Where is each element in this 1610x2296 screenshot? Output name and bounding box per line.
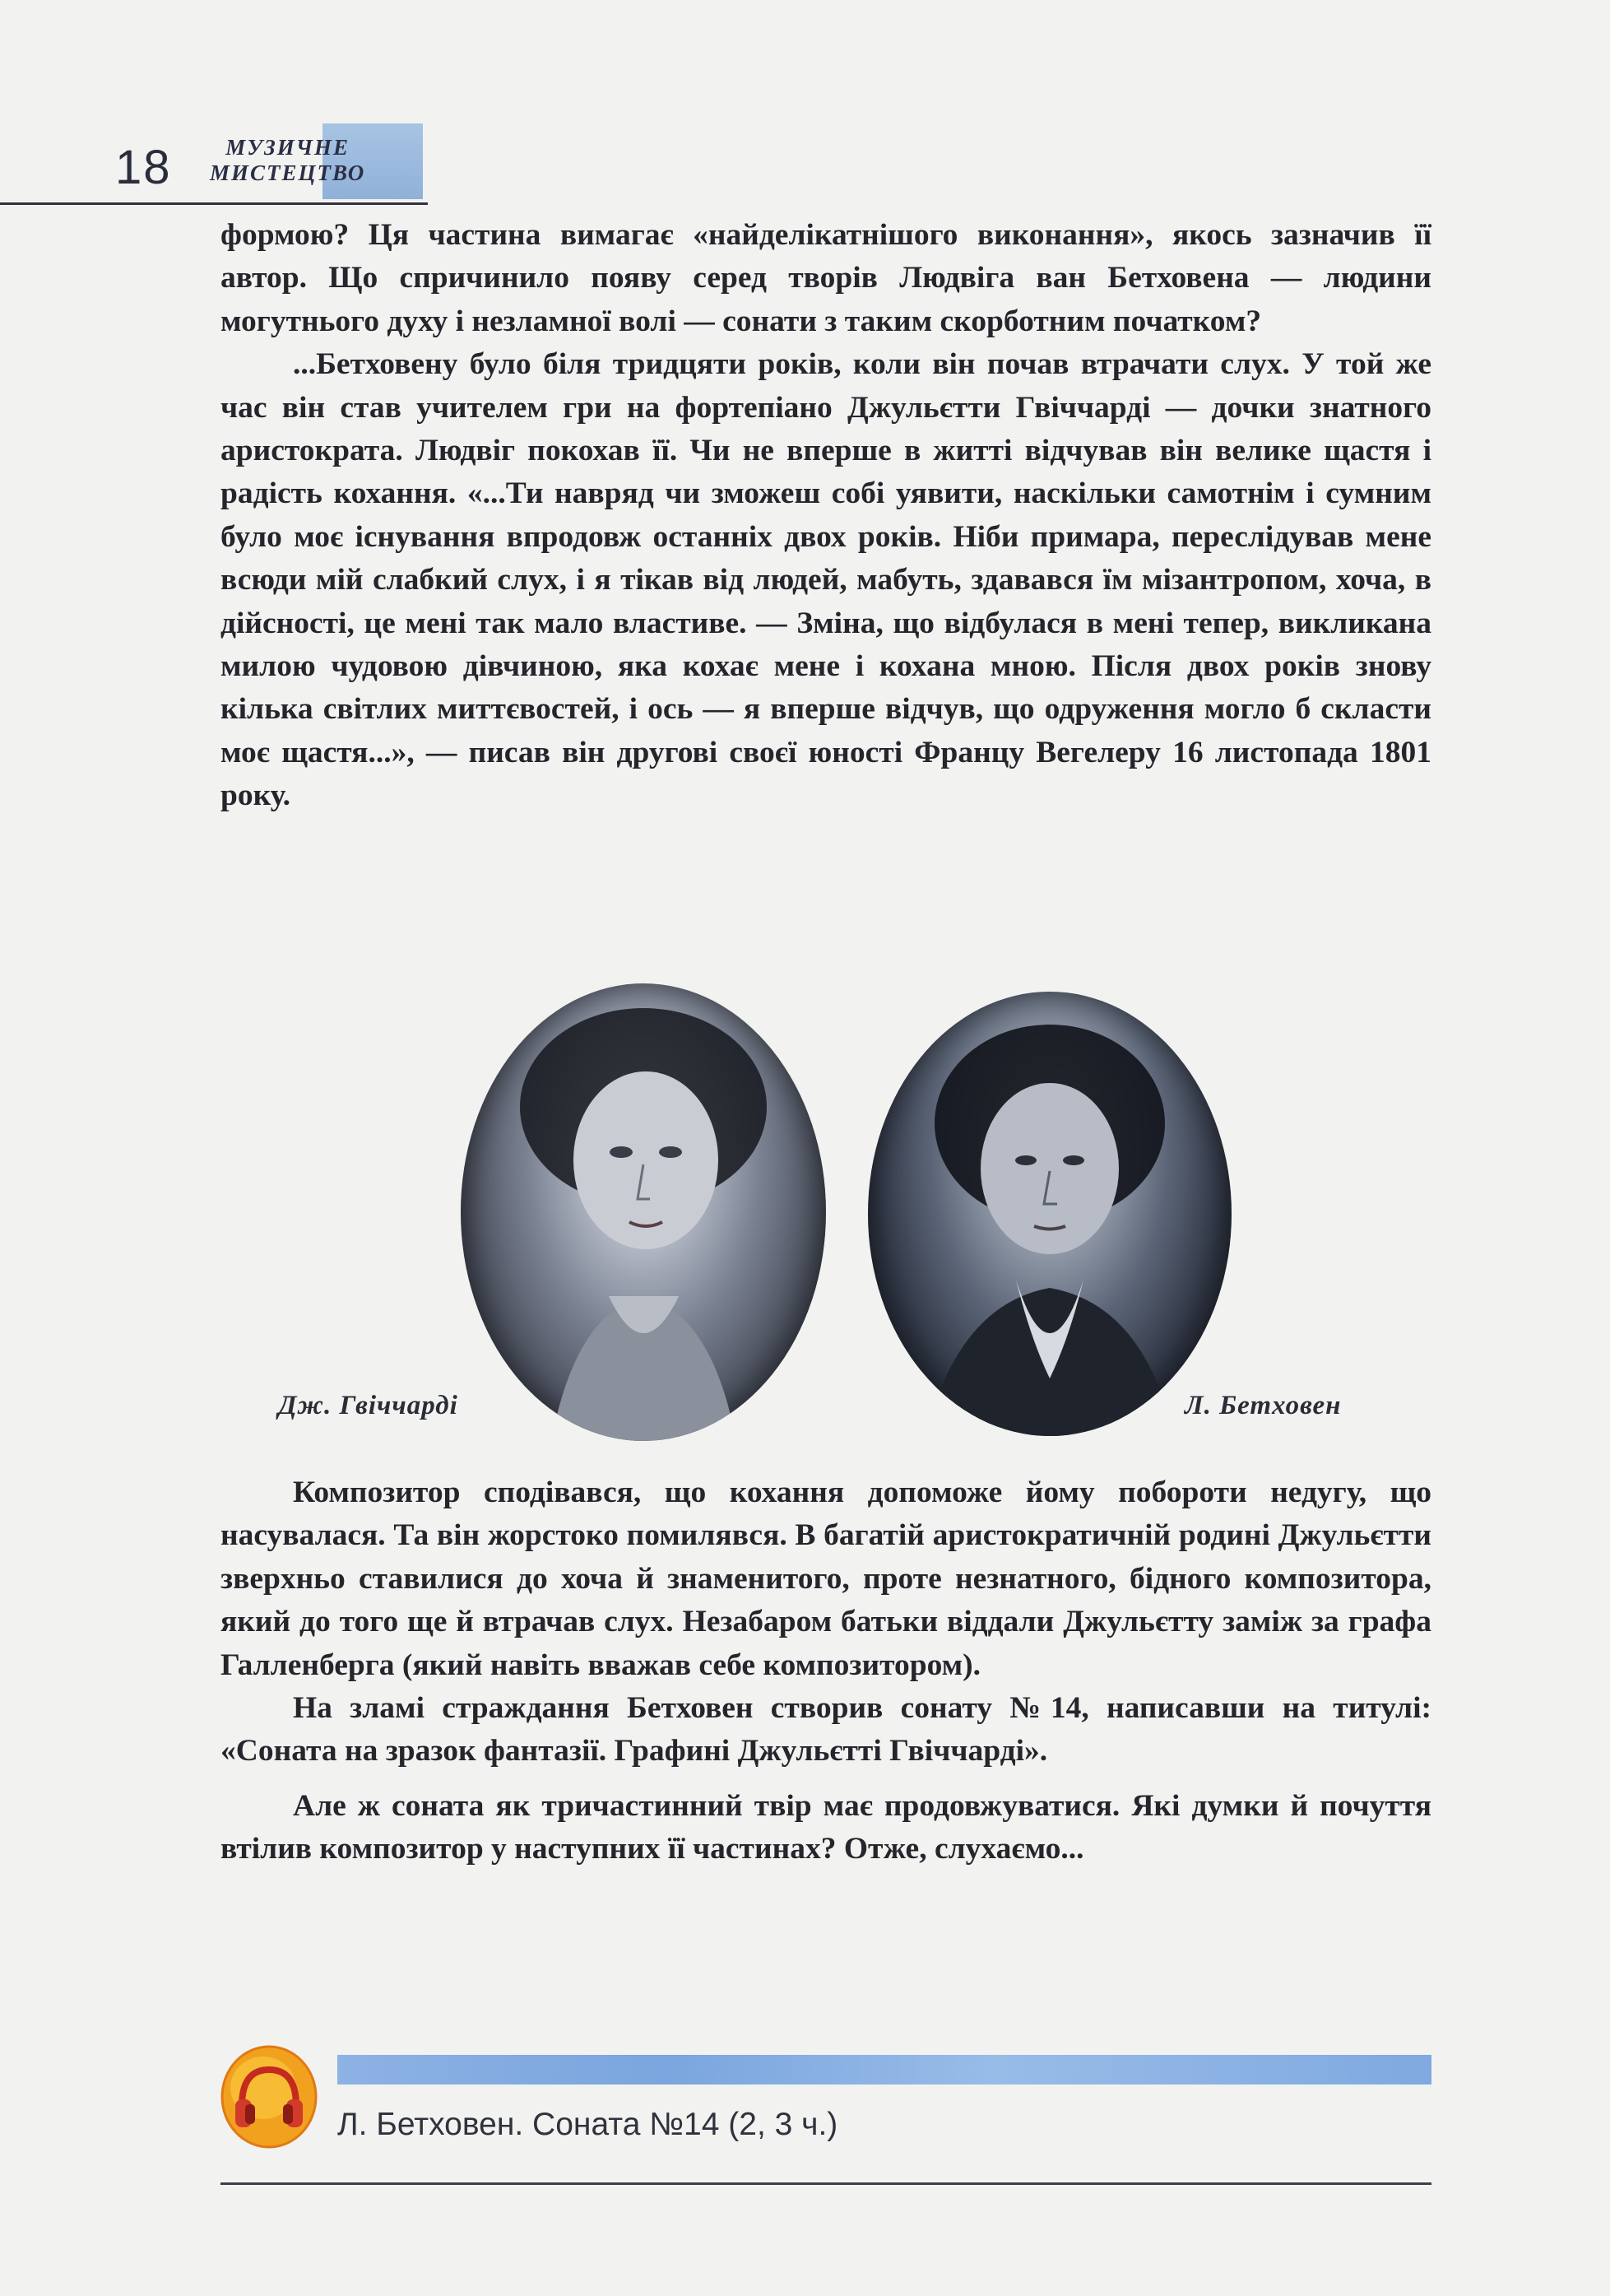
section-title bbox=[210, 135, 365, 186]
paragraph-4: На зламі страждання Бетховен створив сонату №14, написавши на титулі: «Соната на зразок фантазії. Графині Джульєтті Гвіччарді». bbox=[220, 1691, 1431, 1768]
caption-beethoven: Л. Бетховен bbox=[1185, 1391, 1342, 1420]
header-rule bbox=[0, 202, 428, 205]
paragraph-1-bold: Людвіга ван Бетховена bbox=[899, 261, 1250, 295]
caption-guicciardi: Дж. Гвіччарді bbox=[278, 1391, 458, 1420]
paragraph-5: Але ж соната як тричастинний твір має продовжуватися. Які думки й почуття втілив композитор у наступних її частинах? Отже, слухаємо... bbox=[220, 1788, 1431, 1866]
body-text-bottom bbox=[220, 1471, 1431, 1871]
listening-text: Л. Бетховен. Соната №14 (2, 3 ч.) bbox=[337, 2107, 838, 2142]
page-number: 18 bbox=[115, 141, 172, 194]
bottom-rule bbox=[220, 2182, 1431, 2185]
headphones-icon bbox=[220, 2045, 318, 2149]
paragraph-1-part-a: формою? Ця частина вимагає «найделікатнішого виконання», якось зазначив її автор. Що спричинило появу серед творів bbox=[220, 218, 1431, 295]
section-title-line1: МУЗИЧНЕ bbox=[225, 135, 350, 160]
section-title-line2: МИСТЕЦТВО bbox=[210, 160, 366, 185]
paragraph-1-part-b: — людини могутнього духу і незламної волі — сонати з таким скорботним початком? bbox=[220, 261, 1431, 338]
paragraph-1 bbox=[220, 214, 1431, 343]
portrait-beethoven bbox=[868, 992, 1232, 1436]
paragraph-3: Композитор сподівався, що кохання допоможе йому побороти недугу, що насувалася. Та він жорстоко помилявся. В багатій аристократичній родині Джульєтти зверхньо ставилися до хоча й знаменитого, проте незнатного, бідного композитора, який до того ще й втрачав слух. Незабаром батьки віддали Джульєтту заміж за графа Галленберга (який навіть вважав себе композитором). bbox=[220, 1476, 1431, 1682]
portrait-guicciardi bbox=[461, 983, 826, 1441]
body-text-top bbox=[220, 214, 1431, 818]
page-header bbox=[0, 123, 1610, 206]
paragraph-2: ...Бетховену було біля тридцяти років, коли він почав втрачати слух. У той же час він став учителем гри на фортепіано Джульєтти Гвіччарді — дочки знатного аристократа. Людвіг покохав її. Чи не вперше в житті відчував він велике щастя і радість кохання. «...Ти навряд чи зможеш собі уявити, наскільки самотнім і сумним було моє існування впродовж останніх двох років. Ніби примара, переслідував мене всюди мій слабкий слух, і я тікав від людей, мабуть, здавався їм мізантропом, хоча, в дійсності, це мені так мало властиве. — Зміна, що відбулася в мені тепер, викликана милою чудовою дівчиною, яка кохає мене і кохана мною. Після двох років знову кілька світлих миттєвостей, і ось — я вперше відчув, що одруження могло б скласти моє щастя...», — писав він другові своєї юності Францу Вегелеру 16 листопада 1801 року. bbox=[220, 347, 1431, 813]
listening-bar bbox=[337, 2055, 1431, 2085]
